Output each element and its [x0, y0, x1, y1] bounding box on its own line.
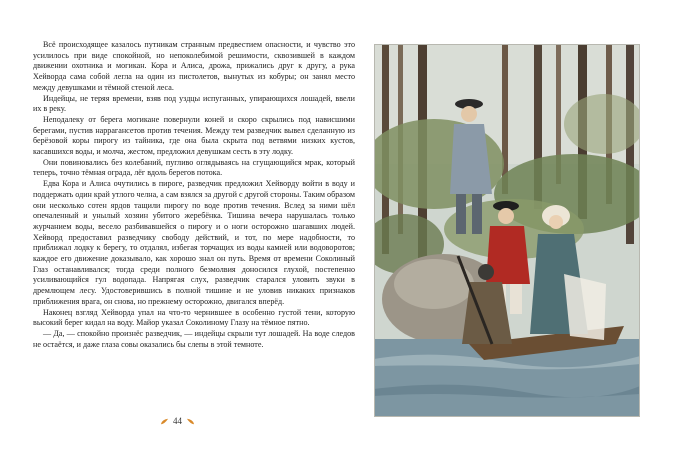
paragraph: Всё происходящее казалось путникам странным предвестием опасности, и чувство это усилилось при виде спокойной, но непоколебимой решимости, сквозившей в каждом движении охотника и могикан. Кора и Алиса, дрожа, прижались друг к другу, а рука Хейворда сама собой легла на один из пистолетов, вынутых из кобуры; он занял место между девушками и тёмной стеной леса.: [33, 40, 355, 92]
paragraph: Едва Кора и Алиса очутились в пироге, разведчик предложил Хейворду войти в воду и поддержать один край утлого челна, а сам взялся за другой с другой стороны. Таким образом они несколько сотен ярдов тащили пирогу по воде против течения. Вслед за ними шёл опечаленный и унылый хозяин убитого жеребёнка. Тишина вечера нарушалась только журчанием воды, весело разбивавшейся о пирогу и о ноги осторожно шагавших людей. Хейворд предоставил разведчику свободу действий, и тот, по мере надобности, то приближал лодку к берегу, то отдалял, избегая торчащих из воды камней или водоворотов; каждое его движение доказывало, как хорошо знал он путь. Время от времени Соколиный Глаз останавливался; тогда среди полного безмолвия доносился глухой, постепенно усиливающийся гул водопада. Напрягая слух, разведчик старался уловить звуки в дремлющем лесу. Удостоверившись в полной тишине и не уловив никаких признаков приближения врага, он снова, но прежнему осторожно, двигался вперёд.: [33, 179, 355, 306]
paragraph: — Да, — спокойно произнёс разведчик, — индейцы скрыли тут лошадей. На воде следов не остаётся, и даже глаза совы оказались бы слепы в этой темноте.: [33, 328, 355, 349]
leaf-ornament-right-icon: [186, 417, 195, 426]
paragraph: Они повиновались без колебаний, пугливо оглядываясь на сгущающийся мрак, который теперь, точно тёмная ограда, лёг вдоль берегов потока.: [33, 157, 355, 178]
paragraph: Индейцы, не теряя времени, взяв под уздцы испуганных, упирающихся лошадей, ввели их в реку.: [33, 93, 355, 114]
river-scene-illustration: [374, 44, 640, 417]
page-number: 44: [173, 416, 182, 426]
paragraph: Наконец взгляд Хейворда упал на что-то чернившее в особенно густой тени, которую высокий берег кидал на воду. Майор указал Соколиному Глазу на тёмное пятно.: [33, 307, 355, 328]
body-text: [33, 40, 355, 350]
leaf-ornament-left-icon: [160, 417, 169, 426]
paragraph: Неподалеку от берега могикане повернули коней и скоро скрылись под нависшими берегами, пустив наррагансетов против течения. Между тем разведчик вывел сделанную из берёзовой коры пирогу из тайника, где она была скрыта под ветвями низких кустов, касавшихся воды, и молча, жестом, предложил девушкам сесть в эту лодку.: [33, 114, 355, 157]
page-footer: [160, 416, 195, 426]
illustration-drawing: [374, 44, 640, 417]
